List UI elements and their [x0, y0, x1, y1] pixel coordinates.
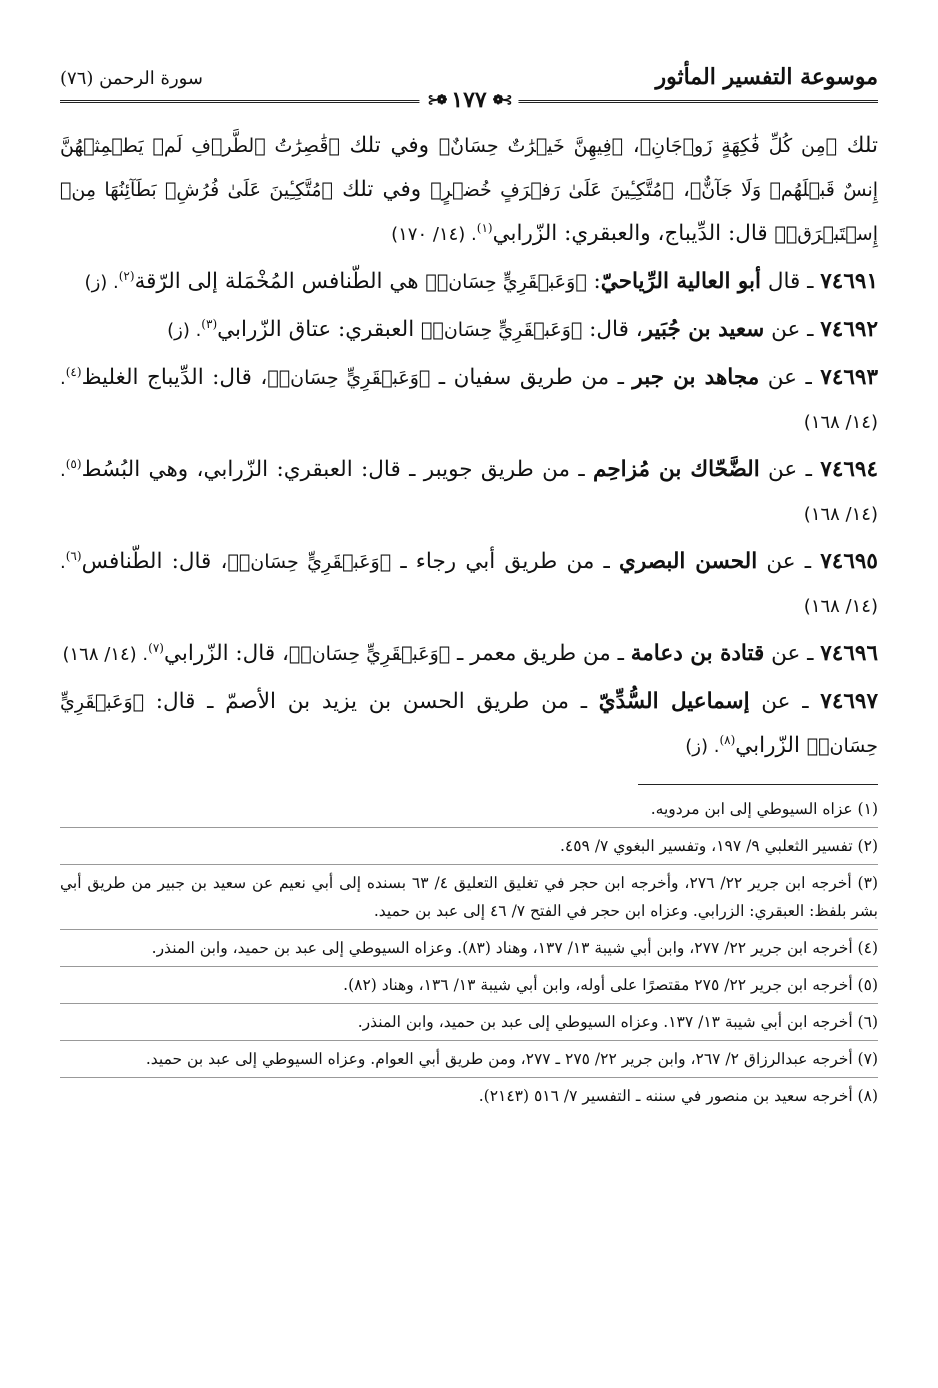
footnote: (٤) أخرجه ابن جرير ٢٢/ ٢٧٧، وابن أبي شيبة ١٣/ ١٣٧، وهناد (٨٣). وعزاه السيوطي إلى عبد بن حميد، وابن المنذر. [151, 939, 878, 957]
page-header [60, 58, 878, 122]
entry-paragraph [60, 632, 878, 676]
entry-text: ـ عن [759, 457, 821, 482]
footnote-marker[interactable]: (٥) [65, 456, 82, 471]
entry-paragraph [60, 680, 878, 768]
footnote-marker[interactable]: (٤) [65, 364, 82, 379]
volume-reference: . (١٤/ ١٦٨) [60, 460, 878, 525]
footnote: (٦) أخرجه ابن أبي شيبة ١٣/ ١٣٧. وعزاه السيوطي إلى عبد بن حميد، وابن المنذر. [357, 1013, 878, 1031]
quran-verse: ﴿مُتَّكِـِٔينَ عَلَىٰ فُرُشِۭ بَطَآئِنُهَا مِنۡ إِسۡتَبۡرَقٖ﴾ [60, 179, 878, 245]
entry-text: ـ عن [757, 549, 821, 574]
surah-label [60, 68, 203, 89]
surah-number: (٧٦) [60, 68, 94, 89]
quran-verse: ﴿قَٰصِرَٰتُ ٱلطَّرۡفِ لَمۡ يَطۡمِثۡهُنَّ إِنسٌ قَبۡلَهُمۡ وَلَا جَآنٌّ﴾ [60, 135, 879, 201]
footnote-separator [60, 827, 878, 828]
entry-text: ـ عن [759, 365, 821, 390]
entry-paragraph [60, 356, 878, 444]
footnote: (٧) أخرجه عبدالرزاق ٢/ ٢٦٧، وابن جرير ٢٢/ ٢٧٥ ـ ٢٧٧، ومن طريق أبي العوام. وعزاه السيوطي إلى عبد بن حميد. [145, 1050, 878, 1068]
footnotes [60, 795, 878, 1110]
intro-text: قال: الدِّيباج، والعبقري: الزّرابي [492, 221, 775, 246]
entry-number: ٧٤٦٩١ [820, 269, 878, 294]
entry-text: العبقري: عتاق الزّرابي [217, 317, 422, 342]
quran-verse: ﴿مُتَّكِـِٔينَ عَلَىٰ رَفۡرَفٍ خُضۡرٍ﴾ [430, 179, 674, 201]
narrator-name: قتادة بن دعامة [630, 641, 765, 666]
entry-text: ـ عن [764, 641, 821, 666]
footnote-divider [638, 784, 878, 785]
narrator-name: الحسن البصري [619, 549, 758, 574]
intro-text: ، [623, 133, 640, 158]
entry-text: ـ عن [764, 317, 821, 342]
volume-reference: . (ز) [685, 736, 720, 757]
entry-text: هي الطّنافس المُخْمَلة إلى الرّقة [134, 269, 426, 294]
volume-reference: . (١٤/ ١٧٠) [391, 224, 477, 245]
quran-verse: ﴿وَعَبۡقَرِيٍّ حِسَانٖ﴾ [421, 319, 583, 341]
page-number-box [419, 87, 518, 113]
entry-paragraph [60, 308, 878, 352]
footnote-marker[interactable]: (٢) [118, 268, 135, 283]
entry-text: الزّرابي [735, 733, 807, 758]
volume-reference: . (ز) [167, 320, 202, 341]
narrator-name: إسماعيل السُّدِّيّ [598, 689, 750, 714]
entry-number: ٧٤٦٩٣ [820, 365, 879, 390]
footnote-marker[interactable]: (١) [476, 220, 493, 235]
narrator-name: سعيد بن جُبَير [642, 317, 765, 342]
entry-text: ـ قال [760, 269, 821, 294]
intro-paragraph [60, 124, 878, 256]
narrator-name: أبو العالية الرِّياحيّ [600, 269, 761, 294]
entry-text: ـ من طريق أبي رجاء ـ [391, 549, 620, 574]
page [60, 58, 878, 1111]
entry-text: : [586, 269, 601, 294]
volume-reference: . (١٤/ ١٦٨) [60, 368, 878, 433]
surah-name: سورة الرحمن [99, 68, 204, 89]
entry-text: ، قال: [582, 317, 643, 342]
intro-text: ، [673, 177, 690, 202]
entry-text: ـ من طريق معمر ـ [450, 641, 631, 666]
page-number: ١٧٧ [451, 87, 487, 113]
quran-verse: ﴿وَعَبۡقَرِيٍّ حِسَانٖ﴾ [267, 367, 431, 389]
footnote-separator [60, 929, 878, 930]
entry-text: ، قال: الزّرابي [163, 641, 289, 666]
intro-text: تلك [837, 133, 878, 158]
entry-number: ٧٤٦٩٦ [820, 641, 878, 666]
book-title: موسوعة التفسير المأثور [655, 64, 878, 90]
entry-text: ، قال: الطّنافس [81, 549, 228, 574]
footnote-separator [60, 1077, 878, 1078]
intro-text: وفي تلك [339, 133, 439, 158]
footnote-separator [60, 966, 878, 967]
entry-text: ، قال: الدِّيباج الغليظ [81, 365, 268, 390]
footnote-marker[interactable]: (٧) [148, 640, 164, 655]
intro-text: وفي تلك [332, 177, 431, 202]
entry-number: ٧٤٦٩٢ [820, 317, 878, 342]
footnote: (٨) أخرجه سعيد بن منصور في سننه ـ التفسير ٧/ ٥١٦ (٢١٤٣). [478, 1087, 878, 1105]
footnote-separator [60, 864, 878, 865]
footnote-marker[interactable]: (٨) [719, 732, 736, 747]
entry-number: ٧٤٦٩٤ [820, 457, 879, 482]
entry-text: ـ من طريق جويبر ـ قال: العبقري: الزّرابي، وهي البُسُط [81, 457, 594, 482]
footnote: (٢) تفسير الثعلبي ٩/ ١٩٧، وتفسير البغوي ٧/ ٤٥٩. [559, 837, 878, 855]
footnote: (١) عزاه السيوطي إلى ابن مردويه. [650, 800, 878, 818]
quran-verse: ﴿وَعَبۡقَرِيٍّ حِسَانٖ﴾ [60, 691, 878, 757]
entry-number: ٧٤٦٩٧ [820, 689, 879, 714]
footnote-separator [60, 1040, 878, 1041]
main-text [60, 124, 878, 768]
footnote-marker[interactable]: (٣) [201, 316, 218, 331]
ornament-icon-right: ⊱❁ [492, 92, 511, 108]
quran-verse: ﴿وَعَبۡقَرِيٍّ حِسَانٖ﴾ [227, 551, 392, 573]
quran-verse: ﴿وَعَبۡقَرِيٍّ حِسَانٖ﴾ [425, 271, 587, 293]
volume-reference: . (١٤/ ١٦٨) [62, 644, 149, 665]
entry-paragraph [60, 260, 878, 304]
entry-number: ٧٤٦٩٥ [820, 549, 878, 574]
quran-verse: ﴿وَعَبۡقَرِيٍّ حِسَانٖ﴾ [288, 643, 451, 665]
footnote: (٣) أخرجه ابن جرير ٢٢/ ٢٧٦، وأخرجه ابن حجر في تغليق التعليق ٤/ ٦٣ بسنده إلى أبي نعيم عن سعيد بن جبير من طريق أبي بشر بلفظ: العبقري: الزرابي. وعزاه ابن حجر في الفتح ٧/ ٤٦ إلى عبد بن حميد. [60, 874, 878, 920]
footnote: (٥) أخرجه ابن جرير ٢٢/ ٢٧٥ مقتصرًا على أوله، وابن أبي شيبة ١٣/ ١٣٦، وهناد (٨٢). [343, 976, 878, 994]
quran-verse: ﴿مِن كُلِّ فَٰكِهَةٍ زَوۡجَانِ﴾ [639, 135, 838, 157]
volume-reference: . (١٤/ ١٦٨) [60, 552, 878, 617]
narrator-name: مجاهد بن جبر [632, 365, 760, 390]
narrator-name: الضَّحّاك بن مُزاحِم [593, 457, 760, 482]
entry-paragraph [60, 448, 878, 536]
entry-text: ـ من طريق سفيان ـ [430, 365, 633, 390]
quran-verse: ﴿فِيهِنَّ خَيۡرَٰتٌ حِسَانٌ﴾ [438, 135, 624, 157]
entry-text: ـ من طريق الحسن بن يزيد بن الأصمّ ـ قال: [144, 689, 599, 714]
footnote-separator [60, 1003, 878, 1004]
entry-paragraph [60, 540, 878, 628]
ornament-icon-left: ❁⊰ [427, 92, 446, 108]
footnote-marker[interactable]: (٦) [65, 548, 82, 563]
volume-reference: . (ز) [84, 272, 119, 293]
entry-text: ـ عن [749, 689, 821, 714]
